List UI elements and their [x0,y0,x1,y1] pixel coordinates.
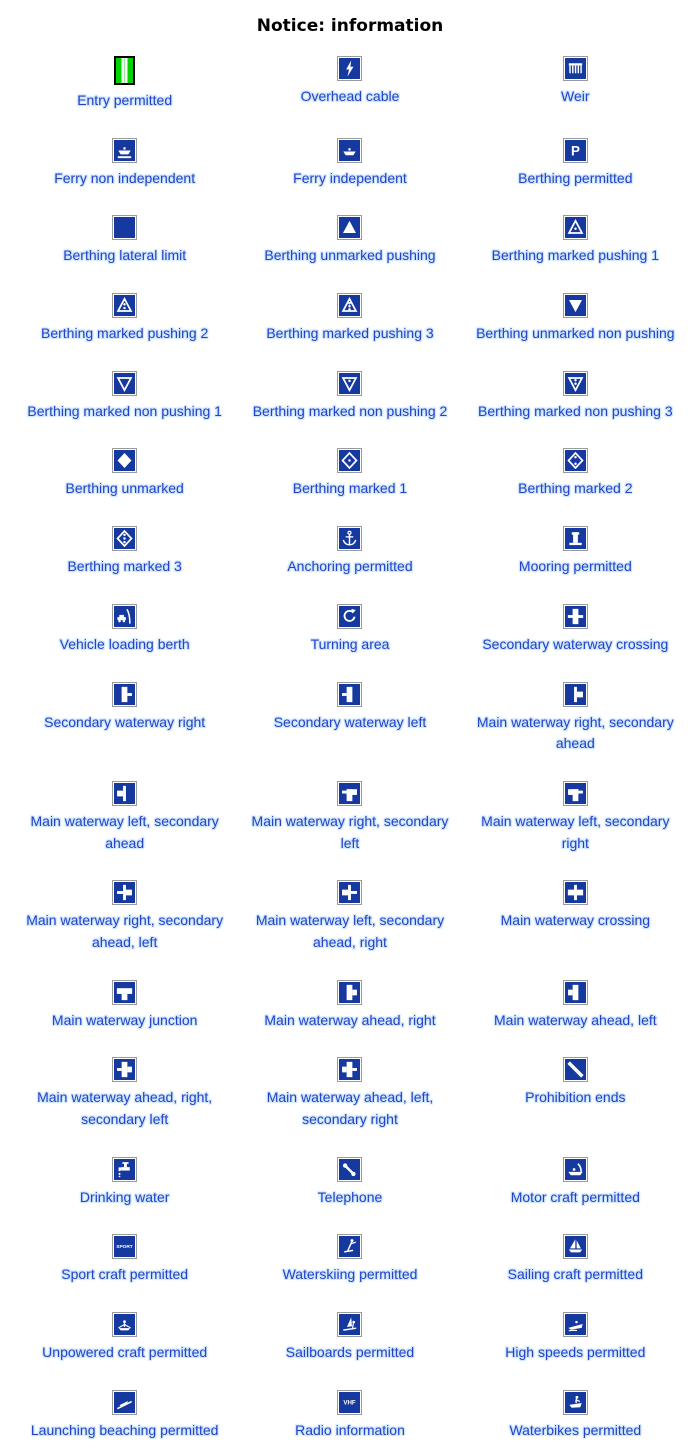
sign-cell [237,1041,462,1140]
sign-cell [463,277,688,355]
main-left-sec-right-icon [563,781,588,806]
sign-cell [463,964,688,1042]
sign-label: Berthing unmarked [65,480,184,497]
sign-label: Prohibition ends [525,1089,626,1106]
diamond-solid-icon [112,448,137,473]
sign-cell [237,199,462,277]
svg-text:P: P [570,142,580,158]
sign-cell [12,1374,237,1451]
sign-label: Sailing craft permitted [507,1266,644,1283]
main-right-sec-ahead-icon [563,682,588,707]
cross-main-icon [563,880,588,905]
svg-text:SPORT: SPORT [116,1245,133,1251]
sign-cell [237,588,462,666]
main-left-sec-ahead-icon [112,781,137,806]
secondary-right-icon [112,682,137,707]
launch-ramp-icon [112,1390,137,1415]
sign-label: Berthing marked pushing 3 [266,325,434,342]
sign-cell [463,666,688,765]
sign-cell [463,510,688,588]
solid-square-icon [112,215,137,240]
sign-cell [237,964,462,1042]
vhf-text-icon [337,1390,362,1415]
sign-label: Main waterway left, secondary ahead, right [255,912,445,950]
signs-grid [12,40,688,1451]
sign-label: Main waterway ahead, right, secondary left [37,1089,213,1127]
cross-secondary-icon [563,604,588,629]
sign-cell [12,1296,237,1374]
sign-label: Main waterway left, secondary right [481,812,670,851]
speedboat-icon [563,1312,588,1337]
sign-label: High speeds permitted [505,1344,646,1361]
sign-cell [463,1374,688,1451]
sign-label: Berthing marked 2 [518,480,633,497]
sign-cell [463,588,688,666]
sign-label: Launching beaching permitted [30,1421,219,1438]
sign-label: Motor craft permitted [510,1188,640,1205]
sign-cell [463,432,688,510]
sign-label: Sport craft permitted [61,1266,189,1283]
sign-label: Main waterway right, secondary ahead [476,713,674,752]
main-left-sec-ahead-right-icon [337,880,362,905]
page-title: Notice: information [256,16,444,36]
svg-text:VHF: VHF [343,1399,357,1407]
diagonal-stripe-icon [563,1057,588,1082]
sign-cell [12,765,237,864]
sign-label: Berthing marked non pushing 1 [27,402,222,419]
main-ahead-right-icon [337,980,362,1005]
main-ahead-left-icon [563,980,588,1005]
sign-label: Secondary waterway left [273,713,427,730]
sign-cell [237,510,462,588]
sign-label: Waterskiing permitted [282,1266,418,1283]
ferry-boat-icon [337,138,362,163]
sign-label: Main waterway crossing [500,912,651,929]
sign-label: Berthing marked pushing 2 [41,325,209,342]
sign-label: Vehicle loading berth [59,635,190,652]
main-right-sec-ahead-left-icon [112,880,137,905]
sign-label: Ferry non independent [54,169,196,186]
secondary-left-icon [337,682,362,707]
sign-label: Main waterway left, secondary ahead [30,812,219,851]
sign-cell [237,765,462,864]
diamond-marked-3-icon [112,526,137,551]
sign-cell [463,1041,688,1140]
main-ahead-left-sec-right-icon [337,1057,362,1082]
waterskier-icon [337,1234,362,1259]
main-ahead-right-sec-left-icon [112,1057,137,1082]
sign-label: Berthing lateral limit [63,247,187,264]
diamond-marked-2-icon [563,448,588,473]
sign-label: Berthing marked 3 [67,558,182,575]
ferry-boat-line-icon [112,138,137,163]
sign-label: Main waterway ahead, right [264,1011,436,1028]
sign-cell [12,122,237,200]
bollard-icon [563,526,588,551]
sign-cell [12,1218,237,1296]
sign-cell [12,355,237,433]
lightning-icon [337,56,362,81]
triangle-up-marked-2-icon [112,293,137,318]
sign-cell [463,199,688,277]
sign-cell [12,666,237,765]
sign-label: Main waterway right, secondary left [251,812,449,851]
sign-label: Turning area [310,635,390,652]
sign-cell [237,40,462,122]
sign-cell [237,1296,462,1374]
sign-cell [463,864,688,963]
sign-label: Berthing permitted [518,169,633,186]
triangle-up-solid-icon [337,215,362,240]
sign-cell [463,765,688,864]
water-tap-icon [112,1157,137,1182]
sign-label: Entry permitted [77,92,173,108]
sign-cell [237,1374,462,1451]
triangle-up-marked-3-icon [337,293,362,318]
sign-cell [463,1218,688,1296]
sign-cell [237,864,462,963]
sign-cell [463,1141,688,1219]
sign-label: Berthing marked non pushing 2 [252,402,448,419]
sign-cell [237,277,462,355]
sign-label: Sailboards permitted [285,1344,415,1361]
sign-cell [12,588,237,666]
sign-label: Secondary waterway right [44,713,206,730]
junction-tee-icon [112,980,137,1005]
sailboat-icon [563,1234,588,1259]
entry-permitted-icon [114,56,135,85]
sign-cell [12,864,237,963]
sign-cell [12,964,237,1042]
sign-label: Main waterway junction [51,1011,198,1028]
rowboat-icon [112,1312,137,1337]
sign-cell [237,1141,462,1219]
sign-label: Secondary waterway crossing [482,635,669,652]
sign-cell [237,666,462,765]
parking-p-icon [563,138,588,163]
sign-cell [12,40,237,122]
sign-cell [12,277,237,355]
sign-label: Main waterway ahead, left [494,1011,657,1028]
triangle-up-marked-1-icon [563,215,588,240]
sign-label: Telephone [317,1188,383,1205]
sign-cell [12,432,237,510]
sign-label: Drinking water [79,1188,170,1205]
sign-cell [12,1041,237,1140]
sign-label: Weir [561,88,590,104]
sign-label: Mooring permitted [518,558,632,575]
sailboard-icon [337,1312,362,1337]
sign-cell [12,510,237,588]
triangle-down-solid-icon [563,293,588,318]
vehicle-ramp-icon [112,604,137,629]
sign-label: Berthing marked 1 [292,480,408,497]
anchor-icon [337,526,362,551]
sign-label: Ferry independent [293,169,407,186]
triangle-down-marked-1-icon [112,371,137,396]
sign-cell [463,1296,688,1374]
triangle-down-marked-3-icon [563,371,588,396]
sign-cell [237,432,462,510]
sign-label: Radio information [295,1421,405,1438]
telephone-icon [337,1157,362,1182]
sign-label: Berthing marked pushing 1 [491,247,659,264]
sign-cell [237,122,462,200]
sign-label: Unpowered craft permitted [42,1344,208,1361]
sign-label: Waterbikes permitted [509,1421,642,1438]
sign-label: Overhead cable [300,88,400,104]
sign-label: Anchoring permitted [287,558,413,575]
sign-label: Main waterway ahead, left, secondary right [266,1089,434,1127]
waterbike-icon [563,1390,588,1415]
sign-label: Berthing marked non pushing 3 [478,402,673,419]
turning-arrow-icon [337,604,362,629]
sign-cell [463,40,688,122]
sign-cell [463,122,688,200]
sign-cell [237,355,462,433]
triangle-down-marked-2-icon [337,371,362,396]
weir-icon [563,56,588,81]
sign-cell [12,1141,237,1219]
diamond-marked-1-icon [337,448,362,473]
sign-label: Berthing unmarked pushing [264,247,436,264]
motorboat-icon [563,1157,588,1182]
sign-label: Berthing unmarked non pushing [476,325,675,342]
sign-cell [463,355,688,433]
sport-text-icon [112,1234,137,1259]
sign-cell [12,199,237,277]
sign-label: Main waterway right, secondary ahead, left [26,912,224,950]
main-right-sec-left-icon [337,781,362,806]
sign-cell [237,1218,462,1296]
